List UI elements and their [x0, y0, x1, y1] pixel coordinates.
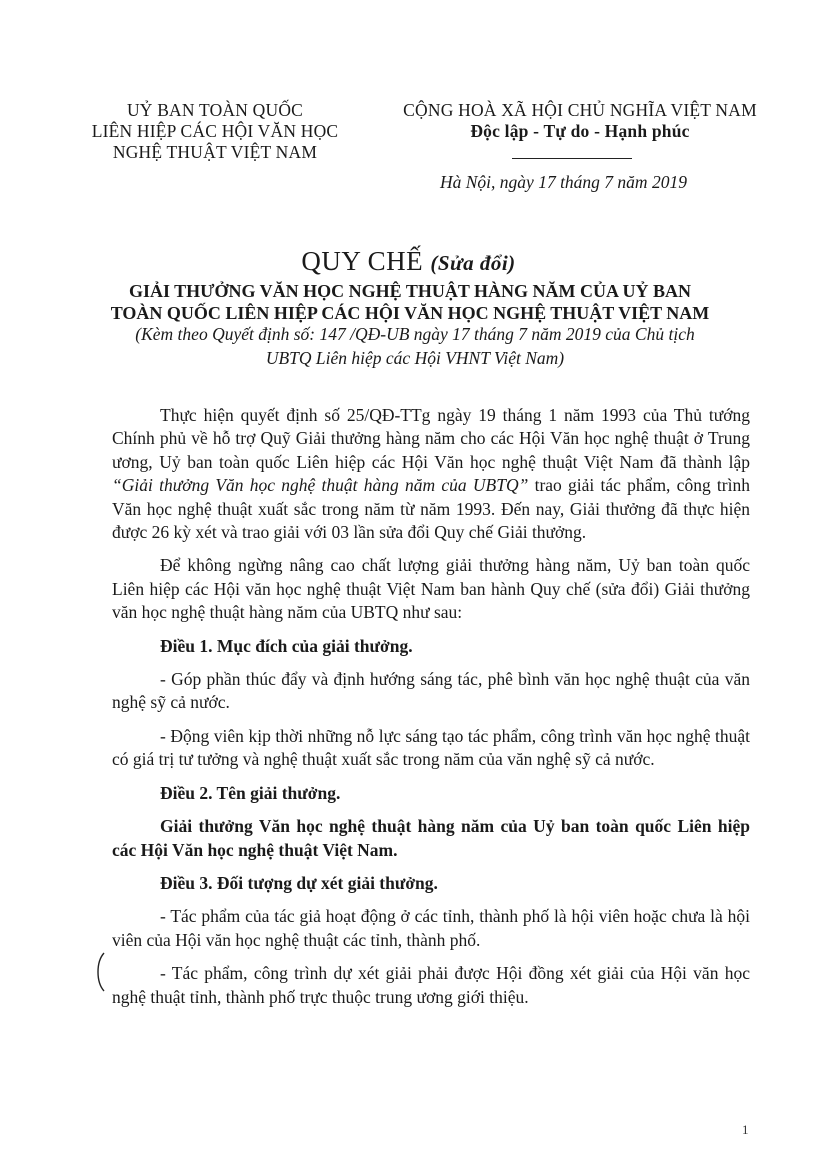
issue-date: Hà Nội, ngày 17 tháng 7 năm 2019	[440, 172, 687, 192]
subtitle-line: GIẢI THƯỞNG VĂN HỌC NGHỆ THUẬT HÀNG NĂM CỦA UỶ BAN	[128, 281, 692, 301]
attachment-line: UBTQ Liên hiệp các Hội VHNT Việt Nam)	[265, 348, 565, 368]
prize-name-quote: “Giải thưởng Văn học nghệ thuật hàng năm của UBTQ”	[112, 475, 529, 496]
handwritten-bracket-mark	[94, 952, 106, 992]
org-line: LIÊN HIỆP CÁC HỘI VĂN HỌC	[91, 121, 339, 141]
intro-text-cont: trao giải tác phẩm, công trình Văn học nghệ thuật xuất sắc trong năm từ năm 1993. Đến nay, Giải thưởng đã thực hiện được 26 kỳ xét và trao giải với 03 lần sửa đổi Quy chế Giải thưởng.	[112, 475, 750, 543]
national-motto: Độc lập - Tự do - Hạnh phúc	[470, 121, 690, 141]
document-subtitle	[40, 280, 780, 324]
title-sub: (Sửa đổi)	[430, 251, 516, 275]
document-body	[112, 404, 750, 1019]
page-number: 1	[742, 1122, 749, 1137]
document-title	[0, 246, 817, 277]
attachment-note	[70, 322, 760, 370]
attachment-line: (Kèm theo Quyết định số: 147 /QĐ-UB ngày 17 tháng 7 năm 2019 của Chủ tịch	[135, 324, 695, 344]
intro-paragraph	[112, 404, 750, 544]
article-1-item: - Góp phần thúc đẩy và định hướng sáng tác, phê bình văn học nghệ thuật của văn nghệ sỹ cả nước.	[112, 669, 750, 713]
nation-name: CỘNG HOÀ XÃ HỘI CHỦ NGHĨA VIỆT NAM	[403, 100, 757, 120]
national-header	[380, 100, 780, 142]
article-3-item: - Tác phẩm, công trình dự xét giải phải được Hội đồng xét giải của Hội văn học nghệ thuật tỉnh, thành phố trực thuộc trung ương giới thiệu.	[112, 963, 750, 1007]
motto-underline	[512, 158, 632, 159]
article-3-item: - Tác phẩm của tác giả hoạt động ở các tỉnh, thành phố là hội viên hoặc chưa là hội viên của Hội văn học nghệ thuật các tỉnh, thành phố.	[112, 906, 750, 950]
intro-paragraph-2: Để không ngừng nâng cao chất lượng giải thưởng hàng năm, Uỷ ban toàn quốc Liên hiệp các Hội văn học nghệ thuật Việt Nam ban hành Quy chế (sửa đổi) Giải thưởng văn học nghệ thuật hàng năm của UBTQ như sau:	[112, 555, 750, 623]
org-line: NGHỆ THUẬT VIỆT NAM	[112, 142, 318, 162]
article-3-heading: Điều 3. Đối tượng dự xét giải thưởng.	[160, 872, 438, 893]
article-2-heading: Điều 2. Tên giải thưởng.	[160, 782, 341, 803]
subtitle-line: TOÀN QUỐC LIÊN HIỆP CÁC HỘI VĂN HỌC NGHỆ THUẬT VIỆT NAM	[110, 303, 710, 323]
title-main: QUY CHẾ	[301, 246, 424, 276]
article-1-heading: Điều 1. Mục đích của giải thưởng.	[160, 635, 413, 656]
article-2-text: Giải thưởng Văn học nghệ thuật hàng năm của Uỷ ban toàn quốc Liên hiệp các Hội Văn học nghệ thuật Việt Nam.	[112, 816, 750, 860]
intro-text: Thực hiện quyết định số 25/QĐ-TTg ngày 19 tháng 1 năm 1993 của Thủ tướng Chính phủ về hỗ trợ Quỹ Giải thưởng hàng năm cho các Hội Văn học nghệ thuật ở Trung ương, Uỷ ban toàn quốc Liên hiệp các Hội Văn học nghệ thuật Việt Nam đã thành lập	[112, 405, 750, 472]
issuing-organization	[60, 100, 370, 163]
org-line: UỶ BAN TOÀN QUỐC	[126, 100, 304, 120]
article-1-item: - Động viên kịp thời những nỗ lực sáng tạo tác phẩm, công trình văn học nghệ thuật có giá trị tư tưởng và nghệ thuật xuất sắc trong năm của văn nghệ sỹ cả nước.	[112, 725, 750, 770]
